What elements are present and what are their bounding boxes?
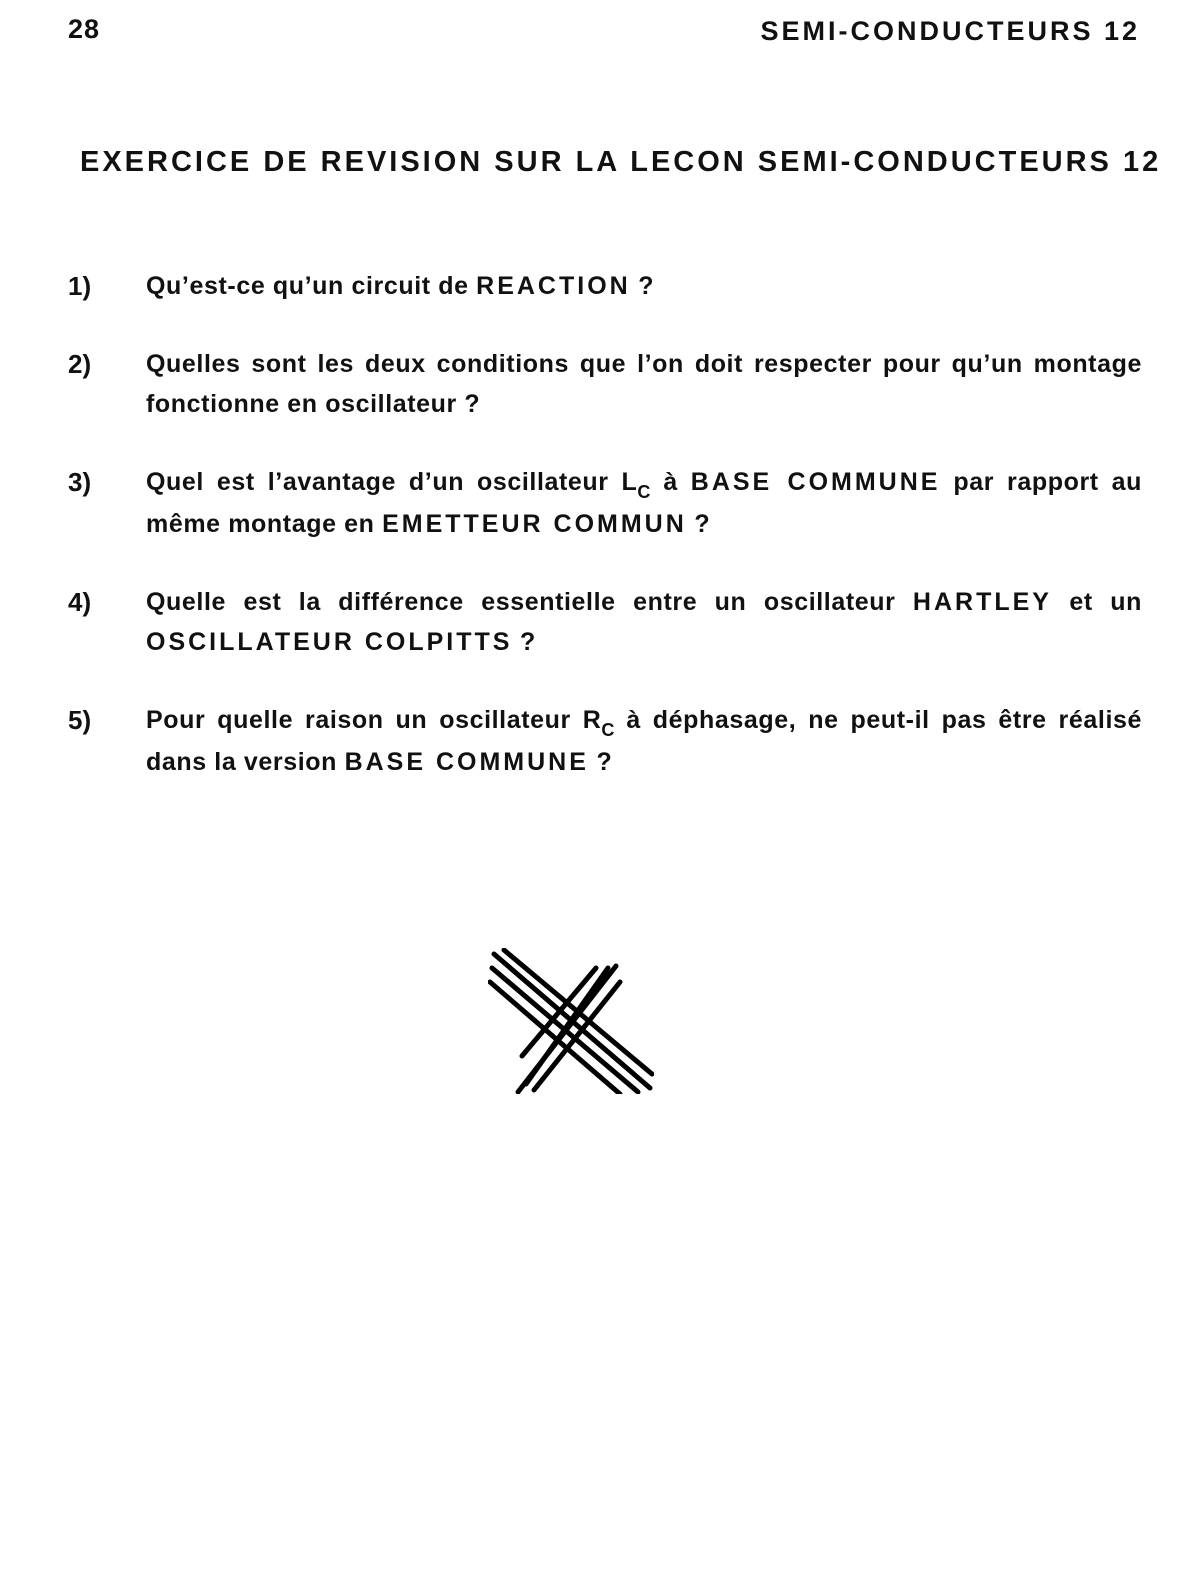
question-2 <box>68 344 1142 424</box>
question-text-part: ? <box>630 272 655 300</box>
page-number: 28 <box>68 14 101 44</box>
question-keyword: BASE COMMUNE <box>690 468 941 496</box>
question-text <box>146 582 1142 662</box>
question-text-part: ? <box>686 510 711 538</box>
question-keyword: OSCILLATEUR COLPITTS <box>146 628 513 656</box>
question-1 <box>68 266 1142 306</box>
question-number: 5) <box>68 705 92 735</box>
question-text-part: ? <box>588 748 613 776</box>
question-keyword: REACTION <box>476 272 631 300</box>
question-text-part: Quel est l’avantage d’un oscillateur L <box>146 468 638 496</box>
question-3 <box>68 462 1142 544</box>
question-number: 4) <box>68 587 92 617</box>
question-list <box>68 266 1142 820</box>
question-text <box>146 266 1142 306</box>
subscript: C <box>601 720 615 740</box>
crosshatch-end-mark-icon <box>488 948 654 1094</box>
question-text <box>146 462 1142 544</box>
question-text-part: par rapport au même montage en <box>146 468 1142 538</box>
question-keyword: BASE COMMUNE <box>344 748 589 776</box>
question-4 <box>68 582 1142 662</box>
question-number: 2) <box>68 349 92 379</box>
question-text-part: à <box>650 468 691 496</box>
question-text-part: et un <box>1051 588 1143 616</box>
question-text-part: ? <box>512 628 536 656</box>
running-head: SEMI-CONDUCTEURS 12 <box>760 16 1140 46</box>
question-5 <box>68 700 1142 782</box>
question-text-part: Qu’est-ce qu’un circuit de <box>146 272 477 300</box>
question-text <box>146 700 1142 782</box>
question-text-part: Quelle est la différence essentielle entre un oscillateur <box>146 588 913 616</box>
question-text-part: Pour quelle raison un oscillateur R <box>146 706 602 734</box>
question-text-part: à déphasage, ne peut-il pas être réalisé dans la version <box>146 706 1142 776</box>
page-title: EXERCICE DE REVISION SUR LA LECON SEMI-CONDUCTEURS 12 <box>80 146 1162 178</box>
question-keyword: EMETTEUR COMMUN <box>382 510 687 538</box>
subscript: C <box>637 482 651 502</box>
question-number: 3) <box>68 467 92 497</box>
question-keyword: HARTLEY <box>912 588 1052 616</box>
question-number: 1) <box>68 271 92 301</box>
question-text: Quelles sont les deux conditions que l’on doit respecter pour qu’un montage fonctionne en oscillateur ? <box>146 350 1142 418</box>
